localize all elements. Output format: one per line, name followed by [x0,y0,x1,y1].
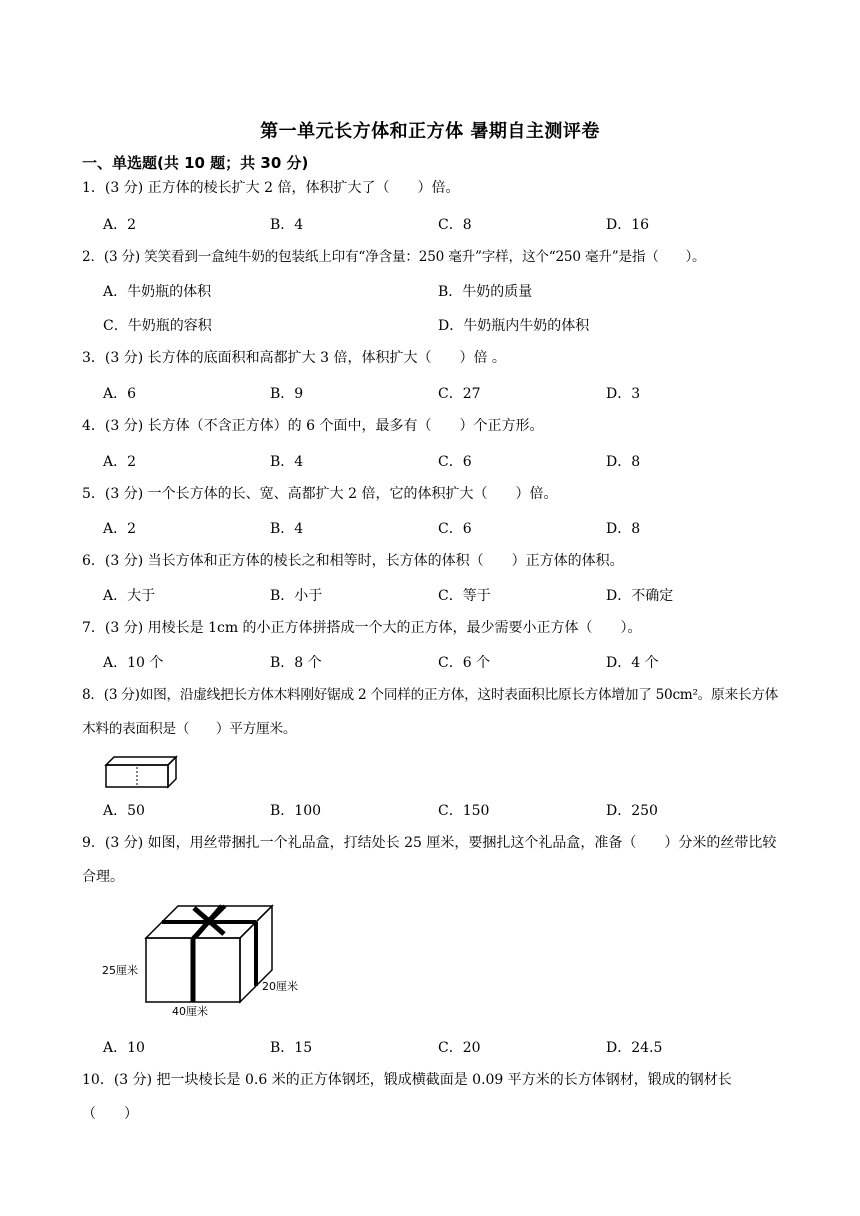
q3-option-b[interactable]: B．9 [270,386,304,402]
question-3: 3．(3 分) 长方体的底面积和高都扩大 3 倍，体积扩大（ ）倍 。 [82,350,506,366]
figure-label-height: 25厘米 [102,964,138,977]
cuboid-figure [104,755,180,789]
q8-option-c[interactable]: C．150 [438,803,490,819]
q2-option-d[interactable]: D．牛奶瓶内牛奶的体积 [438,318,590,334]
question-8: 8．(3 分)如图，沿虚线把长方体木料刚好锯成 2 个同样的正方体，这时表面积比原长方体增加了 50cm²。原来长方体木料的表面积是（ ）平方厘米。 [82,687,779,737]
q9-option-b[interactable]: B．15 [270,1040,313,1056]
q1-option-a[interactable]: A．2 [103,217,137,233]
q6-option-a[interactable]: A．大于 [103,588,156,604]
q4-option-b[interactable]: B．4 [270,454,304,470]
question-1: 1．(3 分) 正方体的棱长扩大 2 倍，体积扩大了（ ）倍。 [82,180,460,196]
figure-label-width: 20厘米 [262,980,298,993]
question-7: 7．(3 分) 用棱长是 1cm 的小正方体拼搭成一个大的正方体，最少需要小正方体（ ）。 [82,620,642,636]
q8-option-d[interactable]: D．250 [606,803,658,819]
question-10: 10．(3 分) 把一块棱长是 0.6 米的正方体钢坯，锻成横截面是 0.09 平方米的长方体钢材，锻成的钢材长（ ） [82,1072,732,1122]
q2-option-a[interactable]: A．牛奶瓶的体积 [103,284,212,300]
question-2: 2．(3 分) 笑笑看到一盒纯牛奶的包装纸上印有“净含量：250 毫升”字样，这个“250 毫升”是指（ ）。 [82,249,706,265]
question-9: 9．(3 分) 如图，用丝带捆扎一个礼品盒，打结处长 25 厘米，要捆扎这个礼品盒，准备（ ）分米的丝带比较合理。 [82,835,777,885]
q4-option-a[interactable]: A．2 [103,454,137,470]
q1-option-d[interactable]: D．16 [606,217,650,233]
q4-option-c[interactable]: C．6 [438,454,472,470]
document-title: 第一单元长方体和正方体 暑期自主测评卷 [260,121,600,142]
q6-option-b[interactable]: B．小于 [270,588,323,604]
question-5: 5．(3 分) 一个长方体的长、宽、高都扩大 2 倍，它的体积扩大（ ）倍。 [82,486,558,502]
q9-option-c[interactable]: C．20 [438,1040,481,1056]
q9-option-a[interactable]: A．10 [103,1040,145,1056]
q9-option-d[interactable]: D．24.5 [606,1040,663,1056]
q6-option-c[interactable]: C．等于 [438,588,491,604]
q8-option-b[interactable]: B．100 [270,803,322,819]
question-6: 6．(3 分) 当长方体和正方体的棱长之和相等时，长方体的体积（ ）正方体的体积。 [82,553,624,569]
q5-option-b[interactable]: B．4 [270,521,304,537]
q1-option-b[interactable]: B．4 [270,217,304,233]
figure-label-length: 40厘米 [172,1005,208,1018]
q7-option-d[interactable]: D．4 个 [606,655,659,671]
q3-option-c[interactable]: C．27 [438,386,481,402]
q5-option-a[interactable]: A．2 [103,521,137,537]
question-4: 4．(3 分) 长方体（不含正方体）的 6 个面中，最多有（ ）个正方形。 [82,418,544,434]
q2-option-b[interactable]: B．牛奶的质量 [438,284,533,300]
section-heading: 一、单选题(共 10 题；共 30 分) [82,154,309,172]
gift-box-figure [100,898,310,1020]
q7-option-c[interactable]: C．6 个 [438,655,491,671]
q2-option-c[interactable]: C．牛奶瓶的容积 [103,318,212,334]
q5-option-d[interactable]: D．8 [606,521,641,537]
q3-option-d[interactable]: D．3 [606,386,641,402]
q7-option-b[interactable]: B．8 个 [270,655,322,671]
q8-option-a[interactable]: A．50 [103,803,145,819]
q1-option-c[interactable]: C．8 [438,217,472,233]
q4-option-d[interactable]: D．8 [606,454,641,470]
q7-option-a[interactable]: A．10 个 [103,655,164,671]
q5-option-c[interactable]: C．6 [438,521,472,537]
q6-option-d[interactable]: D．不确定 [606,588,674,604]
q3-option-a[interactable]: A．6 [103,386,137,402]
